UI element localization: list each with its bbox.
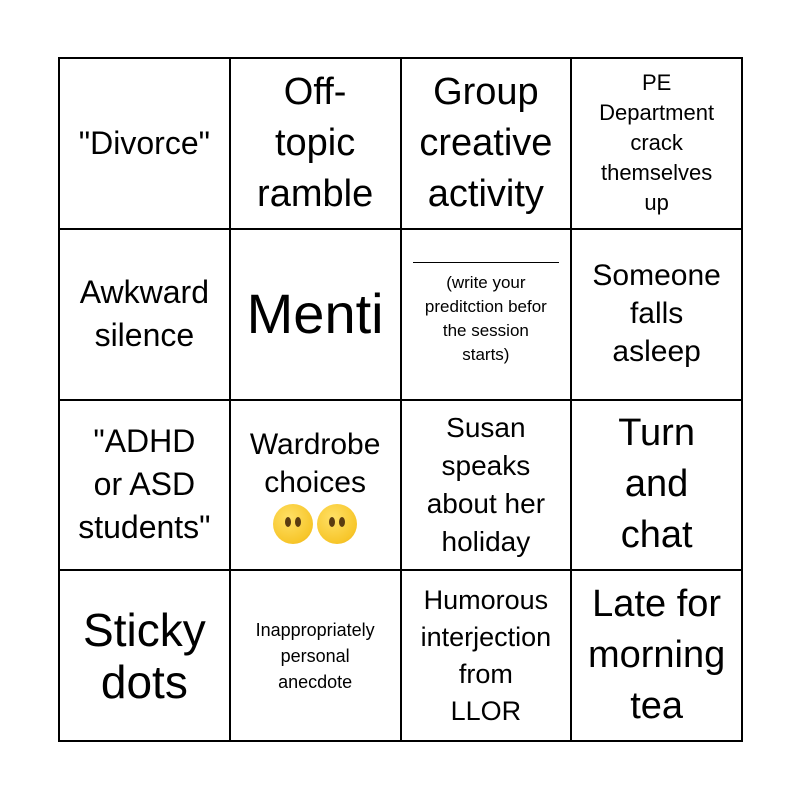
bingo-cell-sticky-dots[interactable] — [60, 571, 231, 742]
bingo-cell-susan-holiday[interactable] — [402, 401, 573, 572]
bingo-board — [58, 57, 743, 742]
bingo-cell-someone-falls-asleep[interactable] — [572, 230, 743, 401]
cell-label: Inappropriately personal anecdote — [255, 619, 375, 692]
wardrobe-content — [235, 426, 396, 544]
neutral-face-no-mouth-icon — [273, 504, 313, 544]
free-space — [406, 262, 567, 367]
bingo-cell-pe-department[interactable] — [572, 59, 743, 230]
neutral-face-no-mouth-icon — [317, 504, 357, 544]
bingo-cell-free-prediction[interactable] — [402, 230, 573, 401]
cell-label: Turn and chat — [618, 412, 695, 557]
cell-label: Off- topic ramble — [257, 70, 374, 215]
bingo-cell-inappropriate-anecdote[interactable] — [231, 571, 402, 742]
cell-label: Group creative activity — [419, 70, 553, 215]
cell-label: Someone falls asleep — [592, 259, 721, 369]
cell-label: Sticky dots — [83, 603, 206, 708]
emoji-row — [273, 504, 357, 544]
bingo-cell-group-creative-activity[interactable] — [402, 59, 573, 230]
bingo-cell-late-for-morning-tea[interactable] — [572, 571, 743, 742]
bingo-cell-wardrobe-choices[interactable] — [231, 401, 402, 572]
write-in-line — [413, 262, 559, 263]
cell-label: Susan speaks about her holiday — [426, 411, 546, 557]
bingo-cell-divorce[interactable] — [60, 59, 231, 230]
cell-label: Wardrobe choices — [249, 427, 381, 499]
bingo-cell-turn-and-chat[interactable] — [572, 401, 743, 572]
bingo-cell-awkward-silence[interactable] — [60, 230, 231, 401]
bingo-cell-menti[interactable] — [231, 230, 402, 401]
cell-label: "ADHD or ASD students" — [78, 423, 211, 546]
bingo-cell-off-topic-ramble[interactable] — [231, 59, 402, 230]
cell-label: Humorous interjection from LLOR — [420, 584, 552, 726]
cell-label: Awkward silence — [79, 274, 209, 354]
cell-label: "Divorce" — [78, 124, 210, 161]
cell-label: Menti — [246, 282, 384, 346]
bingo-cell-humorous-interjection[interactable] — [402, 571, 573, 742]
bingo-cell-adhd-or-asd[interactable] — [60, 401, 231, 572]
cell-label: Late for morning tea — [587, 583, 726, 728]
cell-label: PE Department crack themselves up — [599, 70, 715, 216]
cell-label: (write your preditction befor the session starts) — [424, 272, 547, 364]
